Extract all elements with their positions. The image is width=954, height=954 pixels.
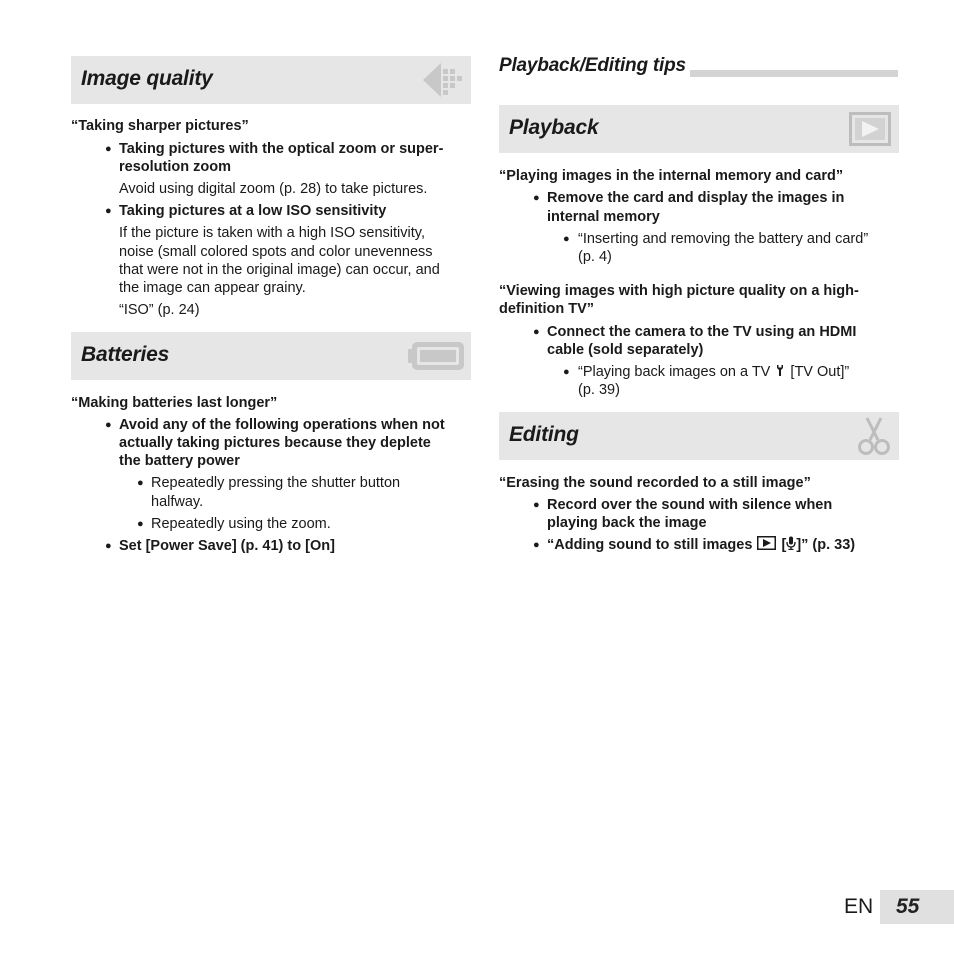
sub-item: Repeatedly pressing the shutter button (151, 475, 401, 491)
playback-title: Playback (509, 116, 599, 139)
image-quality-icon (421, 59, 465, 106)
item-title: Remove the card and display the images in (547, 190, 845, 206)
item-title: cable (sold separately) (547, 342, 704, 358)
bullet: ● (105, 143, 112, 155)
sub-item: (p. 39) (578, 382, 620, 398)
item-title: Avoid any of the following operations when not (119, 417, 445, 433)
bullet: ● (105, 419, 112, 431)
item-title: resolution zoom (119, 159, 231, 175)
item-title-text: [ (781, 537, 787, 553)
sub-item (578, 363, 849, 381)
item-title: Taking pictures at a low ISO sensitivity (119, 203, 387, 219)
batteries-subhead: “Making batteries last longer” (71, 395, 278, 411)
item-title-text: “Adding sound to still images (547, 537, 753, 553)
item-body: the image can appear grainy. (119, 280, 306, 296)
item-title: playing back the image (547, 515, 707, 531)
item-body: If the picture is taken with a high ISO sensitivity, (119, 225, 425, 241)
microphone-icon (786, 536, 796, 550)
sub-item: (p. 4) (578, 249, 612, 265)
item-title: actually taking pictures because they deplete (119, 435, 431, 451)
item-body: that were not in the original image) can occur, and (119, 262, 440, 278)
sub-item-text: [TV Out]” (790, 364, 850, 380)
batteries-header (71, 332, 471, 380)
bullet: ● (533, 499, 540, 511)
item-title: Set [Power Save] (p. 41) to [On] (119, 538, 335, 554)
bullet: ● (105, 205, 112, 217)
playback-subhead: “Playing images in the internal memory and card” (499, 168, 844, 184)
item-body: noise (small colored spots and color unevenness (119, 244, 433, 260)
editing-title: Editing (509, 423, 579, 446)
sub-item: Repeatedly using the zoom. (151, 516, 331, 532)
bullet: ● (533, 192, 540, 204)
sub-item: “Inserting and removing the battery and card” (578, 231, 869, 247)
item-body: Avoid using digital zoom (p. 28) to take pictures. (119, 181, 428, 197)
page-language: EN (844, 895, 874, 918)
bullet: ● (137, 518, 144, 530)
item-title: internal memory (547, 209, 660, 225)
item-ref: “ISO” (p. 24) (119, 302, 200, 318)
editing-header (499, 412, 899, 460)
playback-subhead: definition TV” (499, 301, 595, 317)
image-quality-subhead: “Taking sharper pictures” (71, 118, 249, 134)
playback-subhead: “Viewing images with high picture quality on a high- (499, 283, 859, 299)
item-title: Connect the camera to the TV using an HDMI (547, 324, 857, 340)
item-title-text: ]” (p. 33) (796, 537, 856, 553)
scissors-icon (857, 416, 891, 461)
batteries-title: Batteries (81, 343, 170, 366)
image-quality-header (71, 56, 471, 104)
item-title: Taking pictures with the optical zoom or super- (119, 141, 444, 157)
bullet: ● (105, 540, 112, 552)
bullet: ● (533, 539, 540, 551)
playback-header (499, 105, 899, 153)
bullet: ● (563, 233, 570, 245)
editing-subhead: “Erasing the sound recorded to a still image” (499, 475, 811, 491)
bullet: ● (533, 326, 540, 338)
sub-item-text: “Playing back images on a TV (578, 364, 771, 380)
image-quality-title: Image quality (81, 67, 213, 90)
item-title: Record over the sound with silence when (547, 497, 833, 513)
page-number: 55 (896, 895, 920, 918)
battery-icon (407, 340, 465, 377)
item-title (547, 536, 855, 554)
playback-icon (849, 112, 891, 151)
page-number-box (880, 890, 954, 924)
wrench-icon (776, 364, 784, 377)
tips-title: Playback/Editing tips (499, 55, 690, 77)
bullet: ● (563, 366, 570, 378)
item-title: the battery power (119, 453, 240, 469)
bullet: ● (137, 477, 144, 489)
sub-item: halfway. (151, 494, 204, 510)
playback-icon (757, 536, 776, 550)
